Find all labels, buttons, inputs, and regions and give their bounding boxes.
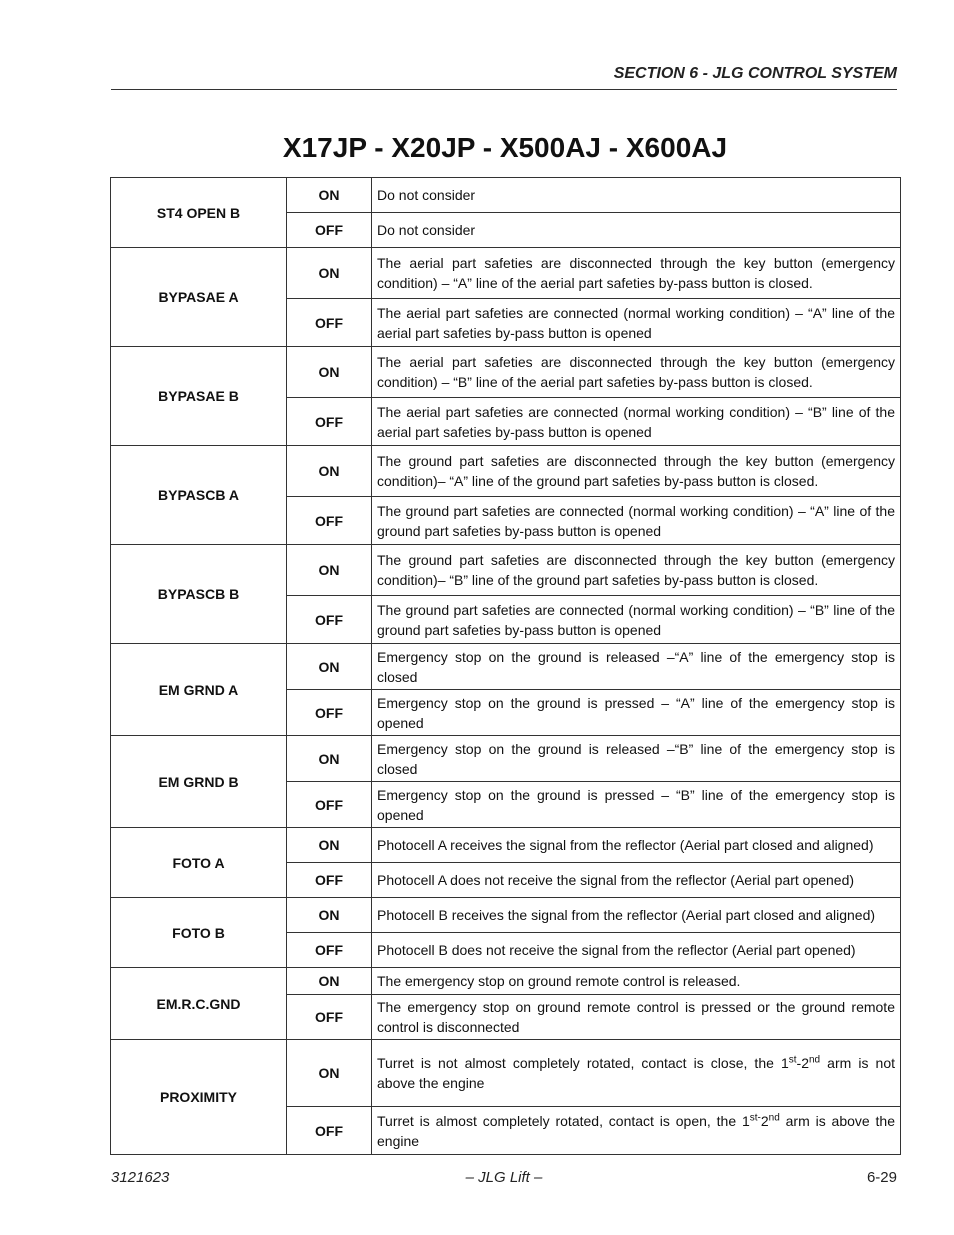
page-number: 6-29: [866, 1169, 897, 1186]
signal-table: [110, 177, 901, 1155]
state-description: The aerial part safeties are disconnected through the key button (emergency condition) – “B” line of the aerial part safeties by-pass button is closed.: [372, 347, 901, 398]
state-description: The ground part safeties are disconnected through the key button (emergency condition)– “A” line of the ground part safeties by-pass button is closed.: [372, 446, 901, 497]
signal-name: FOTO B: [111, 898, 287, 968]
state-description: Turret is almost completely rotated, contact is open, the $1^{st-}2nd$ arm is above the engine: [372, 1107, 901, 1155]
state-description: Photocell A receives the signal from the reflector (Aerial part closed and aligned): [372, 828, 901, 863]
state-description: Do not consider: [372, 213, 901, 248]
state-description: Photocell B receives the signal from the reflector (Aerial part closed and aligned): [372, 898, 901, 933]
state-off: OFF: [287, 782, 372, 828]
state-off: OFF: [287, 497, 372, 545]
state-description: Emergency stop on the ground is pressed – “B” line of the emergency stop is opened: [372, 782, 901, 828]
state-off: OFF: [287, 933, 372, 968]
footer-brand: – JLG Lift –: [465, 1169, 543, 1186]
signal-name: EM GRND B: [111, 736, 287, 828]
state-description: The emergency stop on ground remote control is pressed or the ground remote control is disconnected: [372, 995, 901, 1040]
signal-name: BYPASAE A: [111, 248, 287, 347]
header-rule: [111, 89, 897, 90]
state-description: The ground part safeties are disconnected through the key button (emergency condition)– “B” line of the ground part safeties by-pass button is closed.: [372, 545, 901, 596]
signal-name: EM.R.C.GND: [111, 968, 287, 1040]
state-off: OFF: [287, 596, 372, 644]
signal-name: BYPASCB B: [111, 545, 287, 644]
state-description: The ground part safeties are connected (normal working condition) – “A” line of the ground part safeties by-pass button is opened: [372, 497, 901, 545]
signal-name: BYPASCB A: [111, 446, 287, 545]
state-description: Turret is not almost completely rotated, contact is close, the 1st-2nd arm is not above the engine: [372, 1040, 901, 1107]
doc-number: 3121623: [111, 1169, 170, 1186]
signal-name: ST4 OPEN B: [111, 178, 287, 248]
state-description: Emergency stop on the ground is released –“A” line of the emergency stop is closed: [372, 644, 901, 690]
signal-name: PROXIMITY: [111, 1040, 287, 1155]
state-on: ON: [287, 644, 372, 690]
state-on: ON: [287, 828, 372, 863]
state-description: The ground part safeties are connected (normal working condition) – “B” line of the ground part safeties by-pass button is opened: [372, 596, 901, 644]
proximity-rows: [111, 1040, 901, 1155]
state-on: ON: [287, 1040, 372, 1107]
table-row: [111, 178, 901, 213]
section-header: SECTION 6 - JLG CONTROL SYSTEM: [613, 65, 897, 82]
table-row: [111, 828, 901, 863]
table-row: [111, 968, 901, 995]
state-off: OFF: [287, 863, 372, 898]
state-description: The aerial part safeties are connected (normal working condition) – “B” line of the aerial part safeties by-pass button is opened: [372, 398, 901, 446]
state-on: ON: [287, 178, 372, 213]
state-description: Do not consider: [372, 178, 901, 213]
signal-name: EM GRND A: [111, 644, 287, 736]
table-row: [111, 736, 901, 782]
table-row: [111, 347, 901, 398]
state-off: OFF: [287, 213, 372, 248]
state-on: ON: [287, 545, 372, 596]
table-row: [111, 644, 901, 690]
state-description: Emergency stop on the ground is pressed – “A” line of the emergency stop is opened: [372, 690, 901, 736]
state-off: OFF: [287, 995, 372, 1040]
signal-name: BYPASAE B: [111, 347, 287, 446]
state-description: The emergency stop on ground remote control is released.: [372, 968, 901, 995]
table-row: [111, 248, 901, 299]
state-off: OFF: [287, 1107, 372, 1155]
table-row: [111, 446, 901, 497]
state-description: Emergency stop on the ground is released –“B” line of the emergency stop is closed: [372, 736, 901, 782]
table-row: [111, 898, 901, 933]
state-on: ON: [287, 968, 372, 995]
state-on: ON: [287, 446, 372, 497]
state-on: ON: [287, 898, 372, 933]
state-description: Photocell A does not receive the signal from the reflector (Aerial part opened): [372, 863, 901, 898]
state-off: OFF: [287, 690, 372, 736]
state-on: ON: [287, 347, 372, 398]
state-description: The aerial part safeties are disconnected through the key button (emergency condition) – “A” line of the aerial part safeties by-pass button is closed.: [372, 248, 901, 299]
state-on: ON: [287, 736, 372, 782]
state-off: OFF: [287, 398, 372, 446]
state-description: The aerial part safeties are connected (normal working condition) – “A” line of the aerial part safeties by-pass button is opened: [372, 299, 901, 347]
table-row: [111, 1040, 901, 1107]
state-on: ON: [287, 248, 372, 299]
table-row: [111, 545, 901, 596]
page-title: X17JP - X20JP - X500AJ - X600AJ: [282, 132, 728, 163]
signal-table-body: [111, 178, 901, 1040]
state-description: Photocell B does not receive the signal from the reflector (Aerial part opened): [372, 933, 901, 968]
signal-name: FOTO A: [111, 828, 287, 898]
state-off: OFF: [287, 299, 372, 347]
